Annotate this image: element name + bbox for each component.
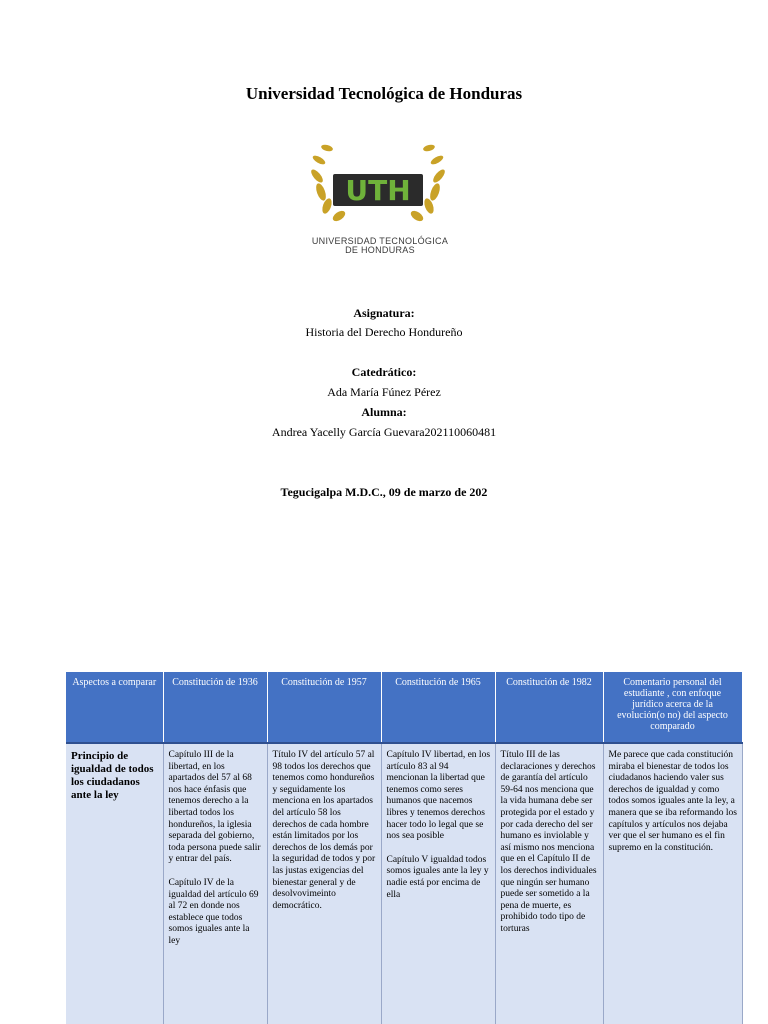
header-1965: Constitución de 1965 — [381, 672, 495, 743]
header-aspects: Aspectos a comparar — [66, 672, 163, 743]
subject-value: Historia del Derecho Hondureño — [305, 325, 463, 339]
place-date: Tegucigalpa M.D.C., 09 de marzo de 202 — [280, 485, 488, 499]
table-header-row — [66, 672, 742, 743]
header-1936: Constitución de 1936 — [163, 672, 267, 743]
header-1957: Constitución de 1957 — [267, 672, 381, 743]
comparison-table — [66, 672, 742, 1024]
professor-label: Catedrático: — [351, 365, 417, 379]
cell-1936 — [163, 743, 267, 1024]
student-label: Alumna: — [361, 405, 407, 419]
cell-1965-p2: Capítulo V igualdad todos somos iguales ante la ley y nadie está por encima de ella — [386, 854, 489, 900]
cell-1982 — [495, 743, 603, 1024]
cell-comment — [603, 743, 742, 1024]
logo-caption-line1: UNIVERSIDAD TECNOLÓGICA — [311, 236, 449, 246]
university-title: Universidad Tecnológica de Honduras — [245, 84, 523, 103]
table-row — [66, 743, 742, 1024]
subject-label: Asignatura: — [353, 306, 415, 320]
cell-1965 — [381, 743, 495, 1024]
cell-comment-p1: Me parece que cada constitución miraba el bienestar de todos los ciudadanos haciendo valer sus derechos de igualdad y como todos somos iguales ante la ley, a manera que se iba reformando los capítulos y artículos nos dejaba ver que el ser humano es el fin supremo en la constitución. — [608, 750, 737, 853]
cell-1957-p1: Título IV del artículo 57 al 98 todos los derechos que tenemos como hondureños y seguidamente los menciona en los apartados del artículo 58 los derechos de cada hombre están limitados por los derechos de los demás por la seguridad de todos y por las justas exigencias del bienestar general y de desolvovimeinto democrático. — [272, 750, 376, 911]
cell-1965-p1: Capítulo IV libertad, en los artículo 83 al 94 mencionan la libertad que tenemos como seres humanos que nacemos libres y tenemos derechos hacer todo lo legal que se nos sea posible — [386, 750, 491, 842]
professor-value: Ada María Fúnez Pérez — [327, 385, 441, 399]
header-1982: Constitución de 1982 — [495, 672, 603, 743]
cell-1936-p2: Capítulo IV de la igualdad del artículo 69 al 72 en donde nos establece que todos somos iguales ante la ley — [168, 877, 259, 946]
student-value: Andrea Yacelly García Guevara202110060481 — [271, 425, 497, 439]
cell-1982-p1: Título III de las declaraciones y derechos de garantía del artículo 59-64 nos menciona que la vida humana debe ser protegida por el estado y por cada derecho del ser humano es inviolable y así mismo nos menciona que en el Capítulo II de los derechos individuales que ningún ser humano puede ser sometido a la pena de muerte, es prohibido todo tipo de torturas — [500, 750, 597, 934]
cell-1936-p1: Capítulo III de la libertad, en los apartados del 57 al 68 nos hace énfasis que tenemos derecho a la libertad todos los hondureños, la iglesia separada del gobierno, toda persona puede salir y entrar del país. — [168, 750, 261, 865]
header-comment: Comentario personal del estudiante , con enfoque jurídico acerca de la evolución(o no) del aspecto comparado — [603, 672, 742, 743]
cell-aspect: Principio de igualdad de todos los ciudadanos ante la ley — [66, 743, 163, 1024]
cell-1957 — [267, 743, 381, 1024]
logo-caption-line2: DE HONDURAS — [345, 245, 415, 255]
svg-text:UTH: UTH — [345, 174, 411, 207]
